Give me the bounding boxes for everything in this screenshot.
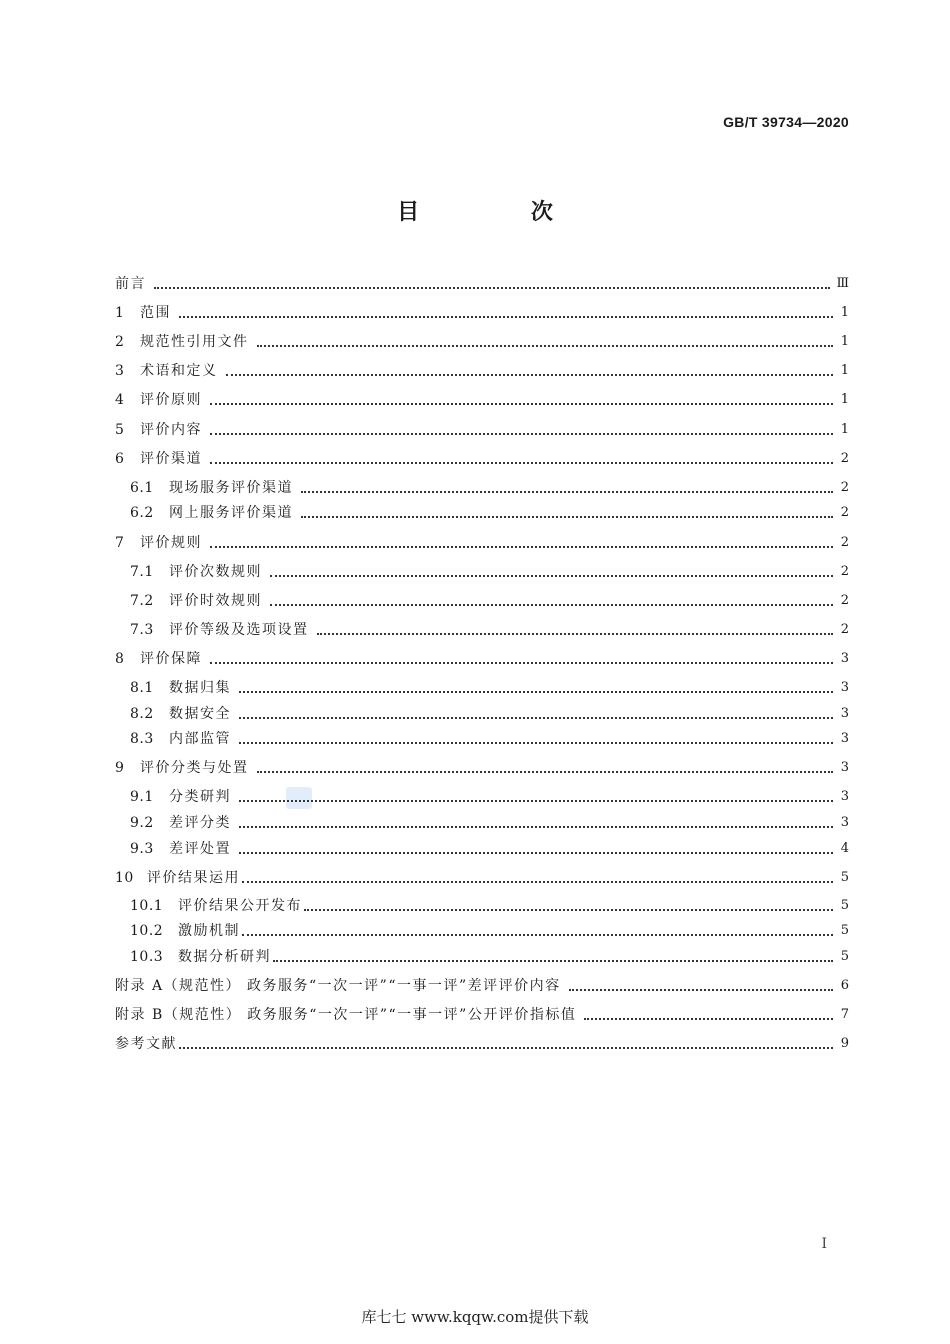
toc-entry-foreword[interactable] [115, 273, 849, 295]
toc-label: 网上服务评价渠道 [169, 505, 293, 521]
toc-label: 评价分类与处置 [140, 760, 249, 776]
toc-page-number: 2 [840, 451, 849, 466]
toc-label: 现场服务评价渠道 [169, 480, 293, 496]
toc-label: 评价内容 [140, 422, 202, 438]
toc-entry-appendix-b[interactable] [115, 1004, 849, 1026]
toc-entry-2[interactable] [115, 331, 849, 353]
page-title: 目 次 [397, 200, 605, 225]
toc-page-number: 3 [840, 731, 849, 746]
toc-number: 7.2 [130, 593, 154, 609]
toc-page-number: 9 [840, 1036, 849, 1051]
toc-entry-1[interactable] [115, 302, 849, 324]
dot-leader [239, 716, 833, 719]
dot-leader [210, 432, 833, 435]
toc-page-number: 2 [840, 593, 849, 608]
toc-number: 9.3 [130, 841, 154, 857]
toc-page-number: 1 [840, 422, 849, 437]
dot-leader [179, 1046, 833, 1049]
toc-label: 评价次数规则 [169, 564, 262, 580]
toc-entry-6[interactable] [115, 448, 849, 470]
toc-label: 规范性引用文件 [140, 334, 249, 350]
toc-label: 术语和定义 [140, 363, 218, 379]
dot-leader [257, 344, 834, 347]
dot-leader [210, 461, 833, 464]
toc-page-number: 1 [840, 392, 849, 407]
toc-number: 6 [115, 451, 125, 467]
toc-number: 8 [115, 651, 125, 667]
toc-page-number: 3 [840, 789, 849, 804]
toc-entry-6-2[interactable] [115, 502, 849, 524]
toc-page-number: 3 [840, 651, 849, 666]
toc-number: 10.1 [130, 898, 164, 914]
toc-entry-9-3[interactable] [115, 838, 849, 860]
toc-entry-appendix-a[interactable] [115, 975, 849, 997]
dot-leader [270, 574, 833, 577]
toc-label: 前言 [115, 276, 146, 292]
toc-entry-8-3[interactable] [115, 728, 849, 750]
toc-page-number: 1 [840, 334, 849, 349]
toc-label: 评价规则 [140, 535, 202, 551]
toc-number: 8.2 [130, 706, 154, 722]
toc-label: 评价时效规则 [169, 593, 262, 609]
toc-number: 7.1 [130, 564, 154, 580]
toc-label: 激励机制 [178, 923, 240, 939]
toc-label: 评价结果公开发布 [178, 898, 302, 914]
dot-leader [569, 988, 833, 991]
toc-page-number: 3 [840, 760, 849, 775]
toc-label: 数据安全 [169, 706, 231, 722]
dot-leader [257, 770, 834, 773]
dot-leader [301, 515, 833, 518]
dot-leader [239, 851, 833, 854]
toc-page-number: 5 [840, 949, 849, 964]
dot-leader [317, 632, 834, 635]
toc-number: 10.3 [130, 949, 164, 965]
toc-page-number: 3 [840, 680, 849, 695]
toc-entry-references[interactable] [115, 1033, 849, 1055]
dot-leader [226, 373, 834, 376]
toc-entry-7-1[interactable] [115, 561, 849, 583]
toc-entry-10-2[interactable] [115, 920, 849, 942]
dot-leader [239, 825, 833, 828]
toc-number: 6.1 [130, 480, 154, 496]
dot-leader [154, 286, 830, 289]
dot-leader [301, 490, 833, 493]
toc-label: 评价结果运用 [147, 870, 240, 886]
toc-number: 1 [115, 305, 125, 321]
toc-number: 8.3 [130, 731, 154, 747]
toc-page-number: 5 [840, 898, 849, 913]
toc-entry-3[interactable] [115, 360, 849, 382]
toc-page-number: Ⅲ [836, 276, 849, 291]
toc-number: 10.2 [130, 923, 164, 939]
table-of-contents [115, 0, 849, 1344]
toc-entry-9[interactable] [115, 757, 849, 779]
toc-entry-10-1[interactable] [115, 895, 849, 917]
toc-number: 4 [115, 392, 125, 408]
toc-entry-8-2[interactable] [115, 703, 849, 725]
dot-leader [239, 690, 833, 693]
toc-number: 8.1 [130, 680, 154, 696]
toc-entry-9-2[interactable] [115, 812, 849, 834]
toc-entry-7-3[interactable] [115, 619, 849, 641]
toc-entry-10-3[interactable] [115, 946, 849, 968]
toc-number: 7 [115, 535, 125, 551]
toc-number: 9.1 [130, 789, 154, 805]
toc-page-number: 1 [840, 363, 849, 378]
download-watermark: 库七七 www.kqqw.com提供下载 [361, 1308, 589, 1326]
toc-entry-10[interactable] [115, 867, 849, 889]
dot-leader [242, 880, 833, 883]
toc-entry-6-1[interactable] [115, 477, 849, 499]
toc-number: 2 [115, 334, 125, 350]
dot-leader [179, 315, 833, 318]
toc-number: 10 [115, 870, 134, 886]
toc-number: 6.2 [130, 505, 154, 521]
dot-leader [584, 1017, 833, 1020]
toc-page-number: 2 [840, 505, 849, 520]
toc-entry-9-1[interactable] [115, 786, 849, 808]
toc-page-number: 3 [840, 815, 849, 830]
toc-label: 数据分析研判 [178, 949, 271, 965]
toc-label: 范围 [140, 305, 171, 321]
toc-entry-7-2[interactable] [115, 590, 849, 612]
standard-code: GB/T 39734—2020 [723, 114, 849, 130]
toc-page-number: 5 [840, 870, 849, 885]
toc-label: 参考文献 [115, 1036, 177, 1052]
dot-leader [210, 545, 833, 548]
toc-entry-5[interactable] [115, 419, 849, 441]
toc-page-number: 6 [840, 978, 849, 993]
toc-page-number: 2 [840, 535, 849, 550]
toc-label: 数据归集 [169, 680, 231, 696]
toc-number: 3 [115, 363, 125, 379]
toc-label: 附录 A（规范性） 政务服务“一次一评”“一事一评”差评评价内容 [115, 978, 561, 994]
toc-entry-7[interactable] [115, 532, 849, 554]
toc-label: 评价原则 [140, 392, 202, 408]
toc-number: 5 [115, 422, 125, 438]
dot-leader [239, 799, 833, 802]
toc-number: 9.2 [130, 815, 154, 831]
dot-leader [210, 661, 833, 664]
toc-page-number: 2 [840, 622, 849, 637]
toc-page-number: 2 [840, 480, 849, 495]
toc-entry-8[interactable] [115, 648, 849, 670]
toc-page-number: 3 [840, 706, 849, 721]
toc-label: 分类研判 [169, 789, 231, 805]
toc-entry-8-1[interactable] [115, 677, 849, 699]
dot-leader [273, 959, 833, 962]
toc-label: 差评处置 [169, 841, 231, 857]
toc-label: 内部监管 [169, 731, 231, 747]
toc-label: 附录 B（规范性） 政务服务“一次一评”“一事一评”公开评价指标值 [115, 1007, 577, 1023]
toc-label: 评价等级及选项设置 [169, 622, 309, 638]
dot-leader [210, 402, 833, 405]
dot-leader [270, 603, 833, 606]
dot-leader [304, 908, 833, 911]
page-number-roman: I [821, 1236, 827, 1252]
toc-page-number: 7 [840, 1007, 849, 1022]
dot-leader [239, 741, 833, 744]
toc-page-number: 1 [840, 305, 849, 320]
toc-page-number: 5 [840, 923, 849, 938]
toc-page-number: 2 [840, 564, 849, 579]
toc-label: 评价渠道 [140, 451, 202, 467]
toc-label: 评价保障 [140, 651, 202, 667]
dot-leader [242, 933, 833, 936]
toc-label: 差评分类 [169, 815, 231, 831]
toc-number: 9 [115, 760, 125, 776]
toc-page-number: 4 [840, 841, 849, 856]
toc-number: 7.3 [130, 622, 154, 638]
toc-entry-4[interactable] [115, 389, 849, 411]
